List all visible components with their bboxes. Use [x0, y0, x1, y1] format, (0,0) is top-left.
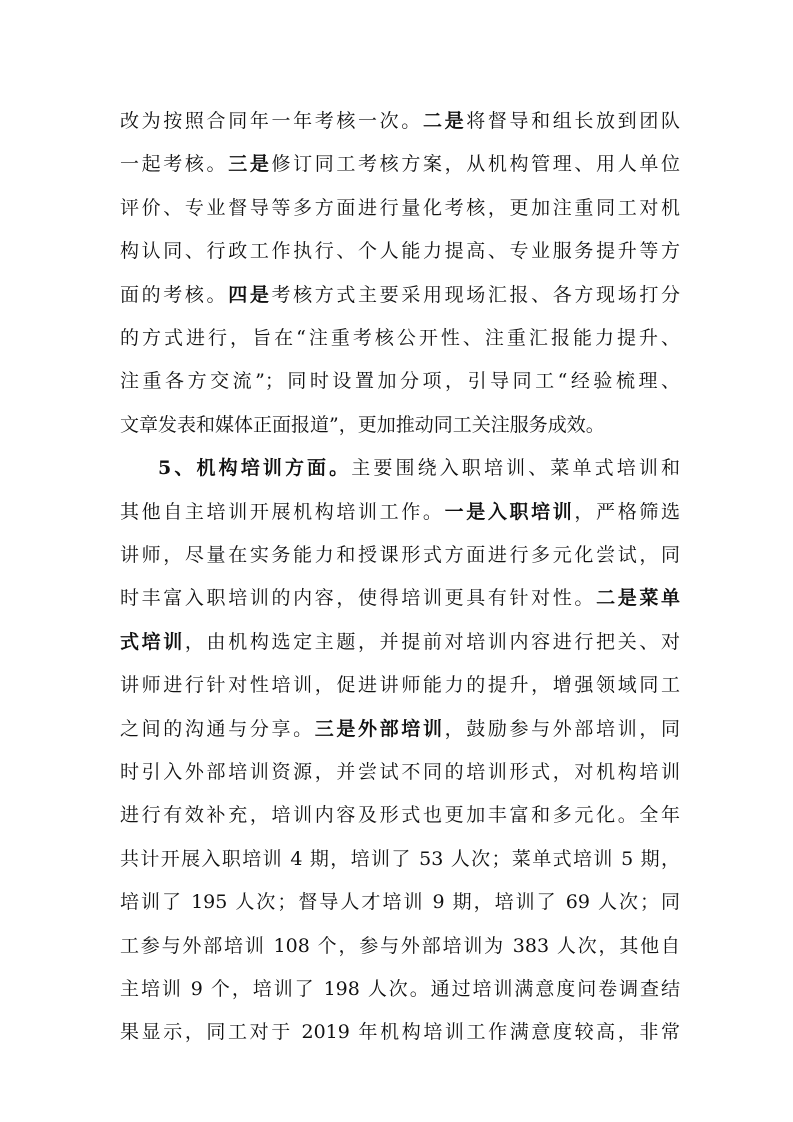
text-run: 主要围绕入职培训、菜单式培训和: [351, 457, 680, 480]
text-run: 培训了 195 人次；督导人才培训 9 期，培训了 69 人次；同: [120, 891, 680, 914]
text-run: 文章发表和媒体正面报道”，更加推动同工关注服务成效。: [120, 413, 605, 436]
text-run: 时引入外部培训资源，并尝试不同的培训形式，对机构培训: [120, 761, 680, 783]
text-run: ，由机构选定主题，并提前对培训内容进行把关、对: [184, 630, 680, 653]
text-run: 一起考核。: [120, 153, 229, 176]
bold-phrase: 三是外部培训: [314, 717, 445, 740]
text-run: 将督导和组长放到团队: [466, 110, 680, 132]
text-line: [120, 535, 680, 575]
text-line: [120, 101, 680, 141]
bold-phrase: 四是: [228, 283, 272, 306]
text-line: [120, 622, 680, 662]
bold-phrase: 三是: [228, 153, 272, 176]
text-line: [120, 144, 680, 184]
text-run: 工参与外部培训 108 个，参与外部培训为 383 人次，其他自: [120, 934, 680, 957]
text-run: 果显示，同工对于 2019 年机构培训工作满意度较高，非常: [120, 1021, 680, 1044]
bold-phrase: 一是入职培训: [444, 500, 575, 523]
text-line: [120, 709, 680, 749]
text-run: 面的考核。: [120, 283, 229, 306]
text-line: [120, 969, 680, 1009]
text-run: 进行有效补充，培训内容及形式也更加丰富和多元化。全年: [120, 804, 680, 827]
text-line: [120, 318, 680, 358]
text-run: 之间的沟通与分享。: [120, 717, 315, 740]
text-line: [120, 665, 680, 705]
text-run: 评价、专业督导等多方面进行量化考核，更加注重同工对机: [120, 196, 680, 219]
text-line: [120, 231, 680, 271]
text-line: [120, 492, 680, 532]
text-run: 讲师进行针对性培训，促进讲师能力的提升，增强领域同工: [120, 674, 680, 697]
text-run: 的方式进行，旨在“注重考核公开性、注重汇报能力提升、: [120, 327, 680, 349]
text-line: [158, 448, 680, 488]
text-run: ，鼓励参与外部培训，同: [444, 717, 680, 740]
text-run: 注重各方交流”；同时设置加分项，引导同工“经验梳理、: [120, 370, 680, 393]
bold-phrase: 式培训: [120, 630, 185, 653]
text-run: 讲师，尽量在实务能力和授课形式方面进行多元化尝试，同: [120, 544, 680, 566]
text-line: [120, 188, 680, 228]
text-run: 构认同、行政工作执行、个人能力提高、专业服务提升等方: [120, 240, 680, 263]
text-run: 其他自主培训开展机构培训工作。: [120, 500, 445, 523]
text-run: 主培训 9 个，培训了 198 人次。通过培训满意度问卷调查结: [120, 978, 680, 1000]
text-line: [120, 752, 680, 792]
text-line: [120, 882, 680, 922]
text-line: [120, 361, 680, 401]
text-run: 共计开展入职培训 4 期，培训了 53 人次；菜单式培训 5 期，: [120, 847, 680, 870]
text-run: 修订同工考核方案，从机构管理、用人单位: [271, 153, 680, 176]
text-run: 时丰富入职培训的内容，使得培训更具有针对性。: [120, 587, 597, 610]
text-line: [120, 839, 680, 879]
text-line: [120, 275, 680, 315]
text-line: [120, 405, 680, 445]
bold-phrase: 二是菜单: [596, 587, 680, 610]
bold-phrase: 5、机构培训方面。: [158, 457, 352, 480]
text-line: [120, 795, 680, 835]
text-line: [120, 926, 680, 966]
bold-phrase: 二是: [422, 110, 467, 132]
text-line: [120, 1012, 680, 1052]
text-run: ，严格筛选: [574, 500, 680, 523]
text-line: [120, 578, 680, 618]
text-run: 改为按照合同年一年考核一次。: [120, 110, 423, 132]
text-run: 考核方式主要采用现场汇报、各方现场打分: [271, 283, 680, 306]
